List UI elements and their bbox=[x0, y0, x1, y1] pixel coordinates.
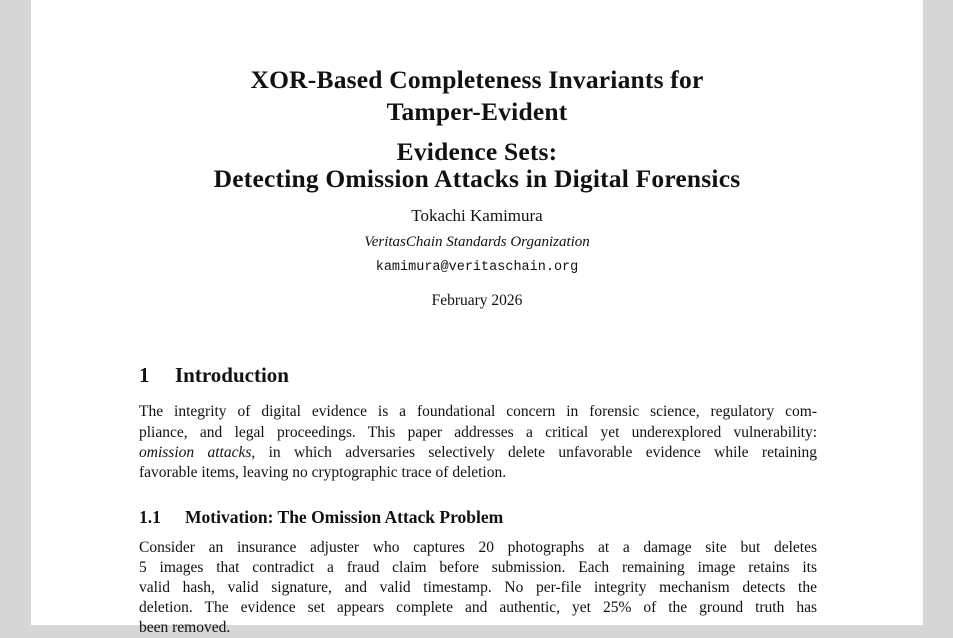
paper-title-line-1: XOR-Based Completeness Invariants for bbox=[250, 65, 704, 94]
publication-date: February 2026 bbox=[431, 292, 523, 309]
section-title: Introduction bbox=[175, 363, 289, 387]
section-heading-introduction bbox=[139, 361, 289, 389]
paper-title-line-4: Detecting Omission Attacks in Digital Forensics bbox=[213, 164, 741, 193]
paragraph-line: 5 images that contradict a fraud claim before submission. Each remaining image retains its bbox=[139, 559, 817, 576]
paragraph-line-rest: , in which adversaries selectively delete unfavorable evidence while retaining bbox=[251, 444, 818, 461]
paragraph-line: pliance, and legal proceedings. This paper addresses a critical yet underexplored vulnerability: bbox=[139, 424, 817, 441]
author-affiliation: VeritasChain Standards Organization bbox=[364, 234, 590, 250]
author-name: Tokachi Kamimura bbox=[411, 206, 543, 225]
paragraph-line bbox=[139, 443, 817, 463]
subsection-number: 1.1 bbox=[139, 507, 161, 527]
paper-title-line-2: Tamper-Evident bbox=[386, 97, 568, 126]
emphasis-term: omission attacks bbox=[139, 444, 252, 461]
subsection-heading-motivation bbox=[139, 505, 503, 529]
section-number: 1 bbox=[139, 363, 150, 387]
paragraph-line: deletion. The evidence set appears complete and authentic, yet 25% of the ground truth has bbox=[139, 599, 817, 616]
paragraph-line: The integrity of digital evidence is a foundational concern in forensic science, regulatory com- bbox=[139, 403, 817, 420]
paragraph-line: valid hash, valid signature, and valid timestamp. No per-file integrity mechanism detects the bbox=[139, 579, 817, 596]
paper-page bbox=[31, 0, 923, 636]
paragraph-line: been removed. bbox=[139, 619, 231, 636]
paper-title-line-3: Evidence Sets: bbox=[396, 137, 558, 166]
author-email: kamimura@veritaschain.org bbox=[375, 260, 579, 275]
paragraph-line: favorable items, leaving no cryptographic trace of deletion. bbox=[139, 464, 507, 481]
subsection-title: Motivation: The Omission Attack Problem bbox=[185, 507, 504, 527]
paragraph-line: Consider an insurance adjuster who captures 20 photographs at a damage site but deletes bbox=[139, 539, 817, 556]
